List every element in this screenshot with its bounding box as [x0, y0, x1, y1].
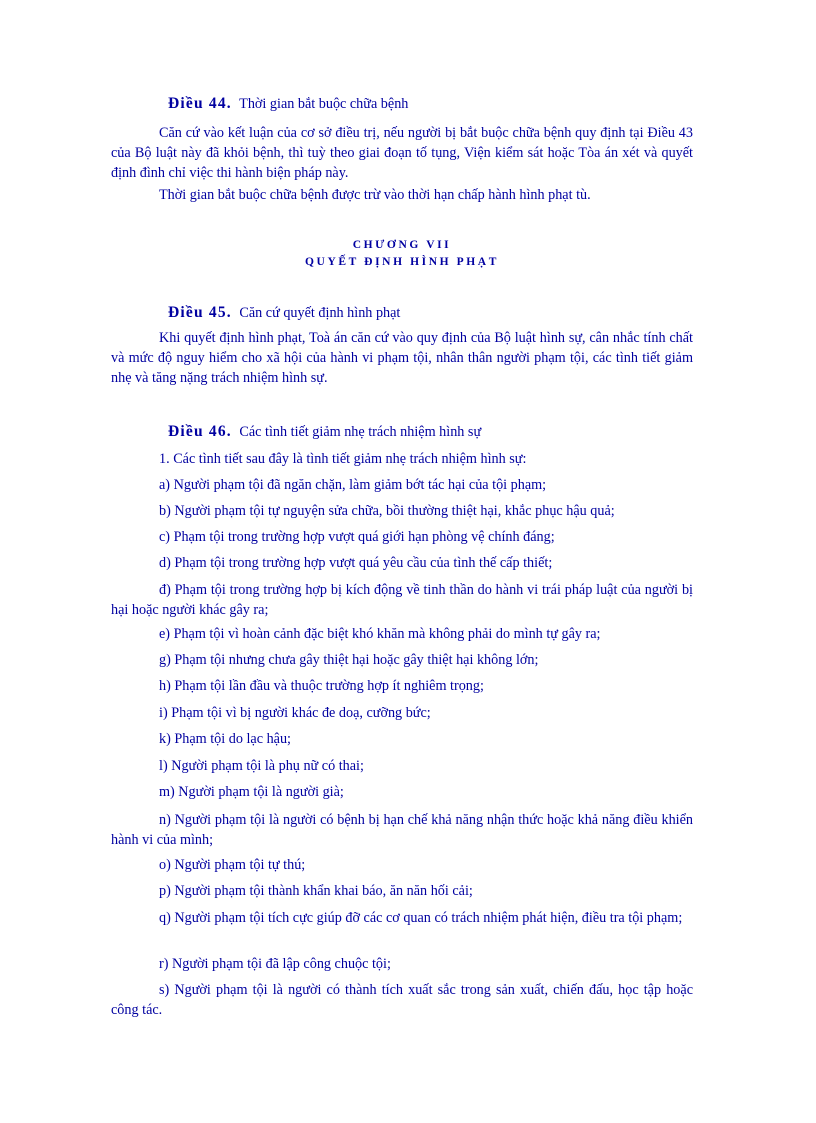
list-item: q) Người phạm tội tích cực giúp đỡ các cơ quan có trách nhiệm phát hiện, điều tra tội phạm;: [159, 910, 683, 926]
list-item: h) Phạm tội lần đầu và thuộc trường hợp ít nghiêm trọng;: [159, 678, 484, 694]
list-item: d) Phạm tội trong trường hợp vượt quá yêu cầu của tình thế cấp thiết;: [159, 555, 553, 571]
article-45-paragraph-1: Khi quyết định hình phạt, Toà án căn cứ vào quy định của Bộ luật hình sự, cân nhắc tính chất và mức độ nguy hiểm cho xã hội của hành vi phạm tội, nhân thân người phạm tội, các tình tiết giảm nhẹ và tăng nặng trách nhiệm hình sự.: [111, 330, 693, 386]
article-44-paragraph-2: Thời gian bắt buộc chữa bệnh được trừ vào thời hạn chấp hành hình phạt tù.: [159, 187, 591, 203]
article-title: Căn cứ quyết định hình phạt: [239, 305, 401, 321]
list-item: đ) Phạm tội trong trường hợp bị kích động về tinh thần do hành vi trái pháp luật của người bị hại hoặc người khác gây ra;: [111, 582, 693, 618]
article-46-intro: 1. Các tình tiết sau đây là tình tiết giảm nhẹ trách nhiệm hình sự:: [159, 451, 527, 467]
article-44-paragraph-1: Căn cứ vào kết luận của cơ sở điều trị, nếu người bị bắt buộc chữa bệnh quy định tại Điều 43 của Bộ luật này đã khỏi bệnh, thì tuỳ theo giai đoạn tố tụng, Viện kiểm sát hoặc Tòa án xét và quyết định đình chỉ việc thi hành biện pháp này.: [111, 125, 693, 181]
list-item: a) Người phạm tội đã ngăn chặn, làm giảm bớt tác hại của tội phạm;: [159, 477, 547, 493]
article-number: Điều 44.: [168, 95, 232, 112]
article-44-heading: [111, 94, 750, 114]
list-item: i) Phạm tội vì bị người khác đe doạ, cưỡng bức;: [159, 705, 431, 721]
article-number: Điều 45.: [168, 304, 232, 321]
list-item: n) Người phạm tội là người có bệnh bị hạn chế khả năng nhận thức hoặc khả năng điều khiển hành vi của mình;: [111, 812, 693, 848]
article-number: Điều 46.: [168, 423, 232, 440]
article-46-heading: [111, 422, 750, 442]
list-item: g) Phạm tội nhưng chưa gây thiệt hại hoặc gây thiệt hại không lớn;: [159, 652, 539, 668]
list-item: k) Phạm tội do lạc hậu;: [159, 731, 291, 747]
article-title: Các tình tiết giảm nhẹ trách nhiệm hình sự: [239, 424, 482, 440]
list-item: p) Người phạm tội thành khẩn khai báo, ăn năn hối cải;: [159, 883, 473, 899]
article-45-heading: [111, 303, 750, 323]
chapter-number: CHƯƠNG VII: [352, 239, 452, 251]
list-item: s) Người phạm tội là người có thành tích xuất sắc trong sản xuất, chiến đấu, học tập hoặc công tác.: [111, 982, 693, 1018]
list-item: c) Phạm tội trong trường hợp vượt quá giới hạn phòng vệ chính đáng;: [159, 529, 555, 545]
list-item: b) Người phạm tội tự nguyện sửa chữa, bồi thường thiệt hại, khắc phục hậu quả;: [159, 503, 615, 519]
list-item: m) Người phạm tội là người già;: [159, 784, 344, 800]
chapter-title: QUYẾT ĐỊNH HÌNH PHẠT: [305, 256, 499, 268]
list-item: l) Người phạm tội là phụ nữ có thai;: [159, 758, 364, 774]
list-item: o) Người phạm tội tự thú;: [159, 857, 306, 873]
article-title: Thời gian bắt buộc chữa bệnh: [239, 96, 409, 112]
list-item: e) Phạm tội vì hoàn cảnh đặc biệt khó khăn mà không phải do mình tự gây ra;: [159, 626, 601, 642]
list-item: r) Người phạm tội đã lập công chuộc tội;: [159, 956, 391, 972]
